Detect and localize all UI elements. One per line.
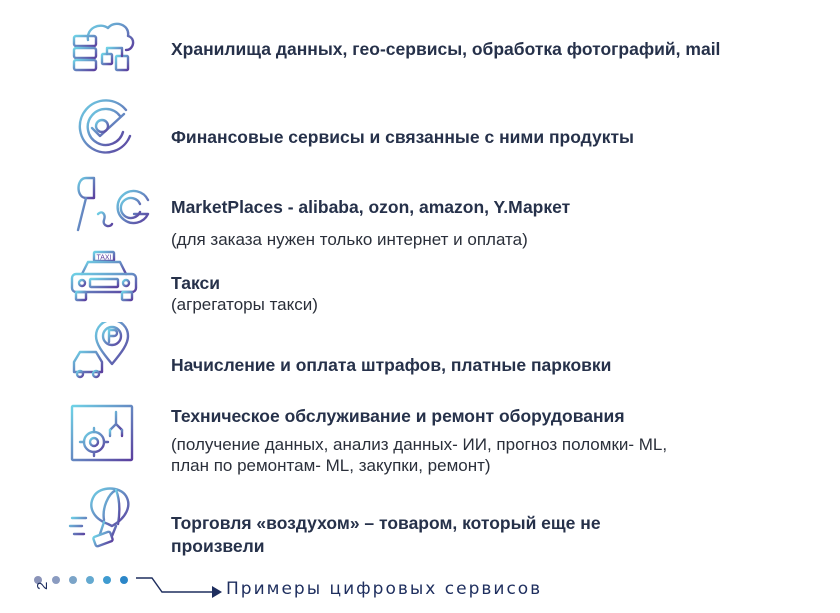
nav-dot-2 xyxy=(52,576,60,584)
taxi-car-icon xyxy=(68,248,140,310)
row-2-title: Финансовые сервисы и связанные с ними продукты xyxy=(171,127,635,147)
footer-title: Примеры цифровых сервисов xyxy=(226,579,543,599)
nav-dot-5 xyxy=(103,576,111,584)
marketplace-logos-icon xyxy=(68,170,140,232)
svg-text:TAXI: TAXI xyxy=(96,254,112,262)
row-3-title: MarketPlaces - alibaba, ozon, amazon, Y.Маркет xyxy=(171,197,571,217)
page-number: 2 xyxy=(34,581,51,590)
row-7-title: Торговля «воздухом» – товаром, который еще не произвели xyxy=(171,513,601,556)
equipment-maintenance-icon xyxy=(68,402,140,464)
row-1-title: Хранилища данных, гео-сервисы, обработка фотографий, mail xyxy=(171,39,721,59)
row-5-title: Начисление и оплата штрафов, платные парковки xyxy=(171,355,612,375)
nav-dot-4 xyxy=(86,576,94,584)
parking-location-car-icon xyxy=(68,322,140,384)
row-4-note: (агрегаторы такси) xyxy=(171,295,318,314)
row-3-note: (для заказа нужен только интернет и оплата) xyxy=(171,230,528,249)
nav-dot-3 xyxy=(69,576,77,584)
row-6-title: Техническое обслуживание и ремонт оборудования xyxy=(171,406,625,426)
slide-footer xyxy=(0,560,840,613)
financial-check-icon xyxy=(68,96,140,158)
arrow-connector-icon xyxy=(134,574,224,600)
row-6-note: (получение данных, анализ данных- ИИ, прогноз поломки- ML, план по ремонтам- ML, закупки, ремонт) xyxy=(171,435,668,475)
hot-air-balloon-icon xyxy=(68,484,140,546)
nav-dot-6 xyxy=(120,576,128,584)
data-storage-cloud-icon xyxy=(68,18,140,80)
row-4-title: Такси xyxy=(171,273,221,293)
